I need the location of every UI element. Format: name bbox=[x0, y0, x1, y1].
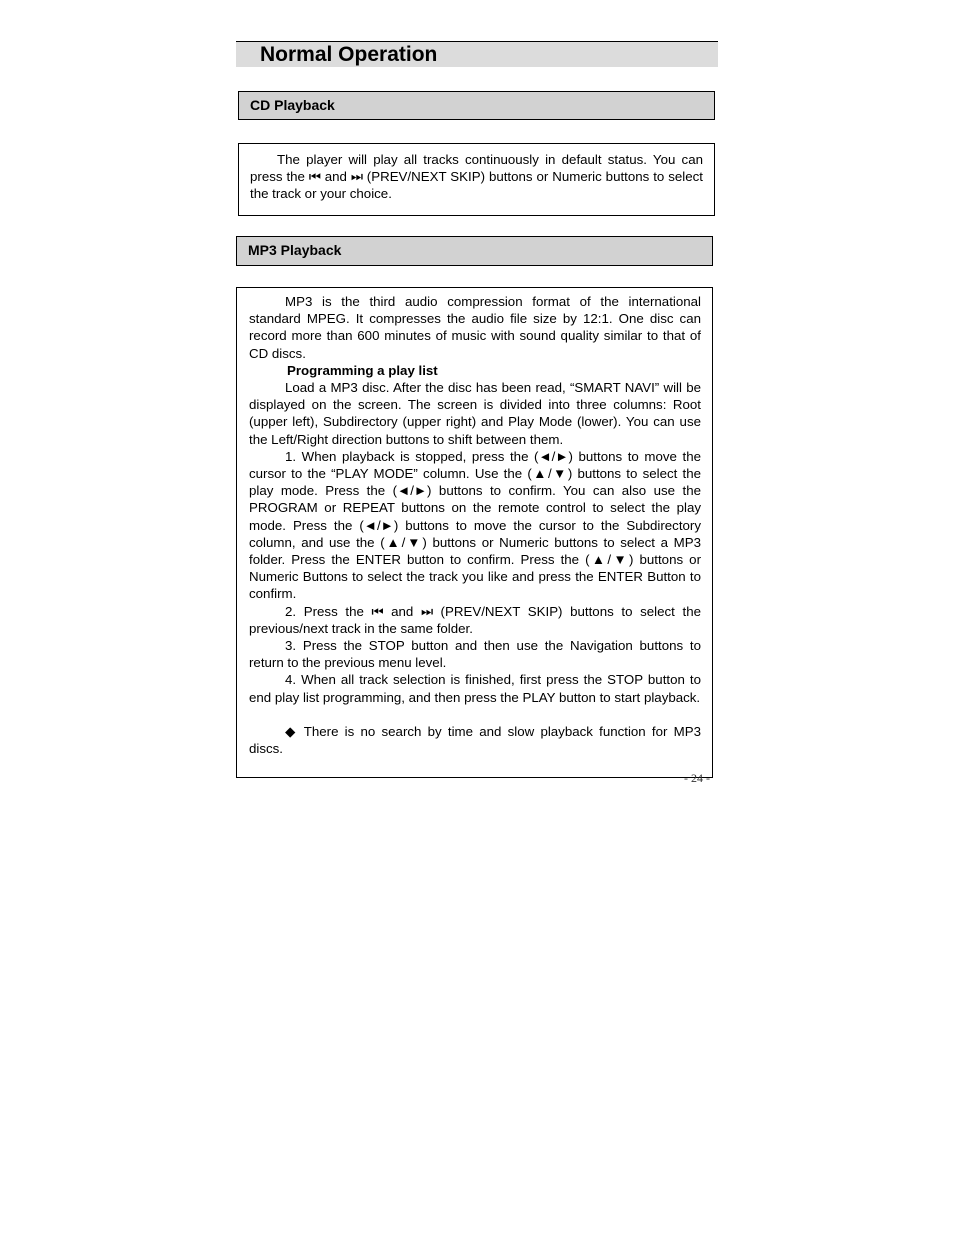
page-title: Normal Operation bbox=[260, 43, 438, 66]
programming-subheading: Programming a play list bbox=[287, 362, 438, 378]
spacer bbox=[249, 706, 701, 723]
step-1-text: 1. When playback is stopped, press the (◄/►) buttons to move the cursor to the “PLAY MODE” column. Use the (▲/▼) buttons to select the play mode. Press the (◄/►) buttons to confirm. You can also use the PROGRAM or REPEAT buttons on the remote control to select the play mode. Press the (◄/►) buttons to move the cursor to the Subdirectory column, and use the (▲/▼) buttons or Numeric buttons to select a MP3 folder. Press the ENTER button to confirm. Press the (▲/▼) buttons or Numeric Buttons to select the track you like and press the ENTER Button to confirm. bbox=[249, 448, 701, 602]
mp3-note-text: ◆ There is no search by time and slow playback function for MP3 discs. bbox=[249, 724, 701, 757]
cd-playback-box bbox=[238, 143, 715, 216]
step-3-text: 3. Press the STOP button and then use the Navigation buttons to return to the previous menu level. bbox=[249, 638, 701, 671]
mp3-playback-heading-text: MP3 Playback bbox=[248, 242, 342, 258]
mp3-playback-box bbox=[236, 287, 713, 778]
mp3-intro-text: MP3 is the third audio compression format of the international standard MPEG. It compresses the audio file size by 12:1. One disc can record more than 600 minutes of music with sound quality similar to that of CD discs. bbox=[249, 294, 701, 361]
mp3-playback-heading bbox=[236, 236, 713, 266]
step-4-text: 4. When all track selection is finished, first press the STOP button to end play list programming, and then press the PLAY button to start playback. bbox=[249, 672, 701, 705]
page-number: - 24 - bbox=[684, 771, 710, 785]
load-disc-text: Load a MP3 disc. After the disc has been read, “SMART NAVI” will be displayed on the screen. The screen is divided into three columns: Root (upper left), Subdirectory (upper right) and Play Mode (lower). You can use the Left/Right direction buttons to shift between them. bbox=[249, 380, 701, 447]
step-2-text: 2. Press the ⏮ and ⏭ (PREV/NEXT SKIP) buttons to select the previous/next track in the same folder. bbox=[249, 603, 701, 636]
cd-playback-text: The player will play all tracks continuously in default status. You can press the ⏮ and ⏭ (PREV/NEXT SKIP) buttons or Numeric buttons to select the track or your choice. bbox=[250, 152, 703, 202]
title-bar bbox=[236, 41, 718, 67]
cd-playback-heading bbox=[238, 91, 715, 120]
cd-playback-heading-text: CD Playback bbox=[250, 97, 335, 113]
